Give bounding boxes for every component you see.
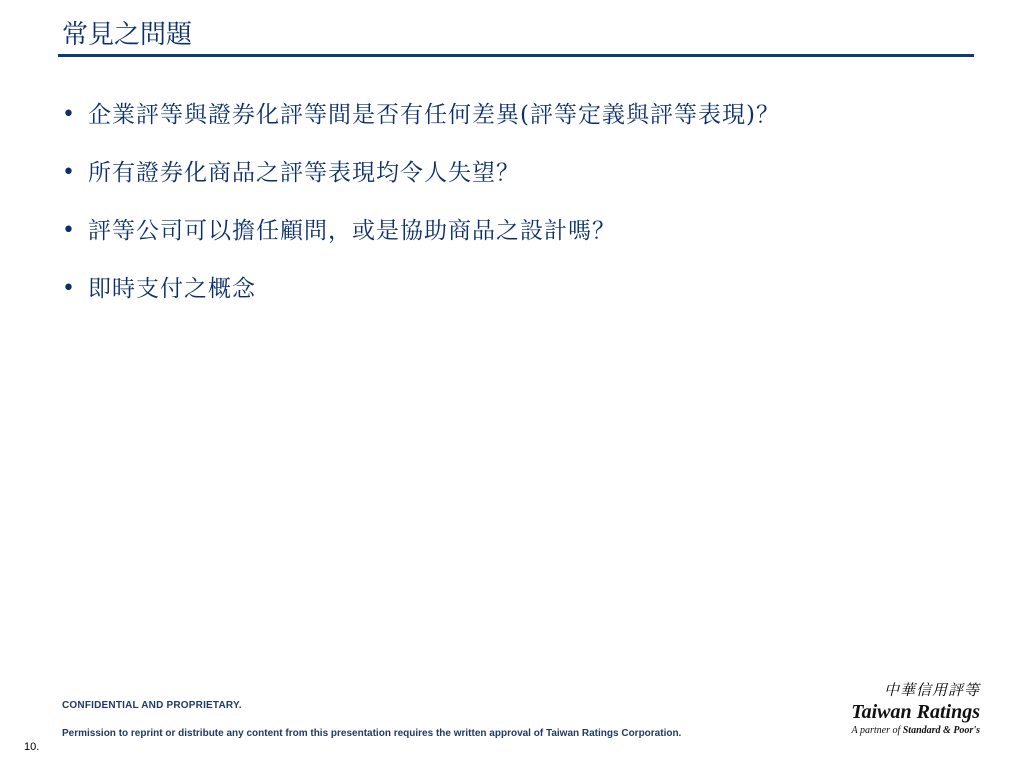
logo-tagline: [832, 724, 980, 738]
bullet-text: 所有證券化商品之評等表現均令人失望？: [88, 160, 520, 186]
bullet-item: [62, 98, 780, 156]
page-number: 10.: [24, 741, 40, 753]
bullet-item: [62, 214, 780, 272]
logo-chinese-name: 中華信用評等: [883, 681, 980, 699]
confidential-notice: CONFIDENTIAL AND PROPRIETARY.: [62, 700, 242, 711]
bullet-marker: •: [62, 218, 75, 243]
bullet-marker: •: [62, 160, 75, 185]
slide-title: 常見之問題: [62, 20, 193, 50]
company-logo: [832, 680, 980, 742]
title-divider: [58, 54, 974, 57]
bullet-item: [62, 156, 780, 214]
logo-company-name: Taiwan Ratings: [851, 701, 980, 723]
permission-notice: Permission to reprint or distribute any content from this presentation requires the written approval of Taiwan Ratings Corporation.: [62, 728, 682, 739]
bullet-text: 即時支付之概念: [88, 276, 256, 302]
logo-tagline-prefix: A partner of: [851, 725, 901, 736]
bullet-item: [62, 272, 780, 330]
bullet-text: 企業評等與證券化評等間是否有任何差異(評等定義與評等表現)？: [88, 102, 780, 128]
bullet-marker: •: [62, 276, 75, 301]
bullet-list: [62, 98, 780, 330]
bullet-text: 評等公司可以擔任顧問，或是協助商品之設計嗎？: [88, 218, 616, 244]
bullet-marker: •: [62, 102, 75, 127]
logo-tagline-partner: Standard & Poor's: [902, 725, 980, 736]
